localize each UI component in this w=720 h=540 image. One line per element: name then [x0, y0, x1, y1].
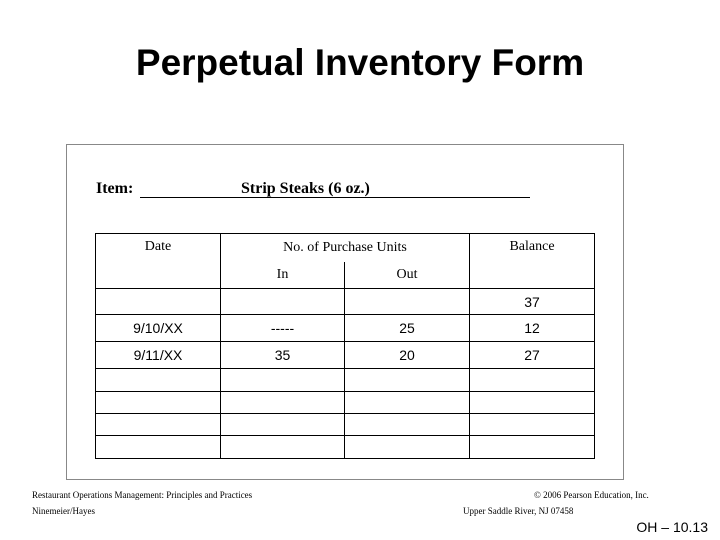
header-balance: Balance [470, 234, 595, 289]
empty-cell [470, 392, 595, 414]
in-cell: 35 [221, 342, 345, 369]
empty-cell [221, 414, 345, 436]
empty-row [96, 414, 595, 436]
empty-cell [345, 392, 470, 414]
item-value: Strip Steaks (6 oz.) [241, 180, 370, 197]
date-cell: 9/11/XX [96, 342, 221, 369]
out-cell [345, 289, 470, 315]
empty-cell [96, 414, 221, 436]
header-in: In [221, 262, 345, 289]
empty-cell [221, 369, 345, 392]
empty-cell [96, 436, 221, 459]
balance-cell: 12 [470, 315, 595, 342]
header-out: Out [345, 262, 470, 289]
header-purchase-units: No. of Purchase Units [221, 234, 470, 262]
footer-book-title: Restaurant Operations Management: Principles and Practices [32, 490, 253, 500]
empty-cell [470, 414, 595, 436]
balance-cell: 37 [470, 289, 595, 315]
date-cell: 9/10/XX [96, 315, 221, 342]
empty-row [96, 436, 595, 459]
header-row [96, 234, 595, 262]
page-title: Perpetual Inventory Form [135, 42, 585, 83]
empty-cell [96, 369, 221, 392]
slide-number: OH – 10.13 [636, 519, 708, 535]
balance-cell: 27 [470, 342, 595, 369]
empty-cell [345, 369, 470, 392]
out-cell: 25 [345, 315, 470, 342]
footer-authors: Ninemeier/Hayes [32, 506, 95, 516]
table-row [96, 342, 595, 369]
empty-cell [470, 436, 595, 459]
in-cell: ----- [221, 315, 345, 342]
header-date: Date [96, 234, 221, 289]
empty-cell [96, 392, 221, 414]
empty-cell [470, 369, 595, 392]
footer-copyright: © 2006 Pearson Education, Inc. [534, 490, 649, 500]
empty-row [96, 369, 595, 392]
empty-cell [345, 436, 470, 459]
empty-row [96, 392, 595, 414]
date-cell [96, 289, 221, 315]
empty-cell [221, 392, 345, 414]
empty-cell [345, 414, 470, 436]
out-cell: 20 [345, 342, 470, 369]
table-row [96, 315, 595, 342]
footer-publisher-address: Upper Saddle River, NJ 07458 [463, 506, 574, 516]
empty-cell [221, 436, 345, 459]
table-row [96, 289, 595, 315]
in-cell [221, 289, 345, 315]
inventory-table [95, 233, 595, 459]
item-label: Item: [96, 180, 134, 197]
